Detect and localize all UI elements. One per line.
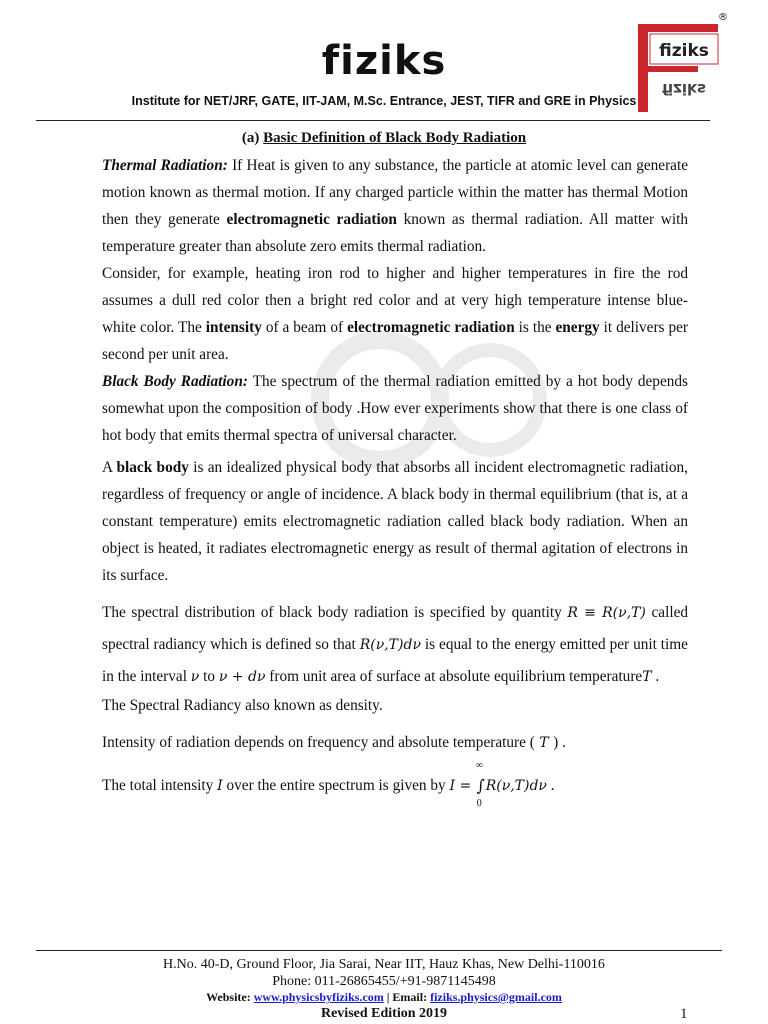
text: over the entire spectrum is given by	[222, 777, 450, 794]
paragraph-black-body	[102, 454, 688, 589]
footer-divider	[36, 950, 722, 951]
website-link[interactable]: www.physicsbyfiziks.com	[253, 990, 384, 1004]
email-label: | Email:	[383, 990, 431, 1004]
text: .	[546, 777, 555, 794]
paragraph-heating-example	[102, 260, 688, 368]
text: from unit area of surface at absolute equilibrium temperature	[265, 668, 643, 685]
paragraph-intensity-dependence	[102, 729, 688, 757]
logo-text-bottom: fiziks	[662, 80, 706, 98]
term-emr: electromagnetic radiation	[347, 319, 515, 336]
math-spectral-radiancy: R ≡ R(ν,T)	[567, 605, 646, 621]
math-integrand: R(ν,T)dν	[485, 778, 547, 794]
brand-name: fiziks	[321, 38, 447, 84]
paragraph-spectral-radiancy	[102, 597, 688, 693]
text: is an idealized physical body that absorbs all incident electromagnetic radiation, regardless of frequency or angle of incidence. A black body in thermal equilibrium (that is, at a constant temperature) emits electromagnetic radiation called black body radiation. When an object is heated, it radiates electromagnetic energy as result of thermal agitation of electrons in its surface.	[102, 459, 688, 584]
text: of a beam of	[261, 319, 348, 336]
math-intensity: I	[217, 778, 223, 794]
logo-text-top: fiziks	[659, 41, 709, 61]
footer-contacts	[0, 990, 768, 1005]
integral-sign: ∫	[476, 776, 485, 796]
text: Intensity of radiation depends on frequency and absolute temperature (	[102, 734, 535, 751]
website-label: Website:	[206, 990, 254, 1004]
term-black-body: black body	[116, 459, 189, 476]
footer-edition: Revised Edition 2019	[320, 1006, 447, 1021]
math-intensity-eq: I =	[449, 778, 476, 794]
text: ) .	[553, 734, 566, 751]
term-black-body-radiation: Black Body Radiation:	[102, 373, 248, 390]
text: .	[651, 668, 660, 685]
header-divider	[36, 120, 710, 121]
email-link[interactable]: fiziks.physics@gmail.com	[430, 990, 562, 1004]
footer-address: H.No. 40-D, Ground Floor, Jia Sarai, Near IIT, Hauz Khas, New Delhi-110016	[163, 957, 605, 972]
math-temperature: T	[534, 735, 554, 751]
registered-mark: ®	[718, 12, 728, 23]
text: If Heat is given to any substance, the particle at atomic level can generate motion known as thermal motion. If any charged particle within the matter has thermal Motion then they generate	[102, 157, 688, 228]
text: it delivers per second per unit area.	[102, 319, 688, 363]
term-emr: electromagnetic radiation	[226, 211, 397, 228]
text: Consider, for example, heating iron rod to higher and higher temperatures in fire the rod assumes a dull red color then a bright red color and at very high temperature intense blue- white color. The	[102, 265, 688, 336]
text: The total intensity	[102, 777, 218, 794]
section-title	[0, 130, 768, 147]
paragraph-black-body-radiation	[102, 368, 688, 449]
text: The spectral distribution of black body radiation is specified by quantity	[102, 604, 568, 621]
integral-upper-limit: ∞	[475, 760, 483, 772]
text: A	[102, 459, 117, 476]
section-label: (a)	[241, 130, 260, 146]
footer-phone: Phone: 011-26865455/+91-9871145498	[272, 974, 496, 989]
text: The spectrum of the thermal radiation emitted by a hot body depends somewhat upon the composition of body .How ever experiments show that there is one class of hot body that emits thermal spectra of universal character.	[102, 373, 688, 444]
text: is equal to the energy emitted per unit time in the interval	[102, 636, 688, 685]
term-thermal-radiation: Thermal Radiation:	[102, 157, 228, 174]
math-temperature: T	[642, 669, 652, 685]
paragraph-thermal-radiation	[102, 152, 688, 260]
paragraph-total-intensity	[102, 760, 688, 810]
paragraph-density-note: The Spectral Radiancy also known as density.	[102, 697, 383, 714]
integral-lower-limit: 0	[476, 798, 482, 810]
text: known as thermal radiation. All matter with temperature greater than absolute zero emits thermal radiation.	[102, 211, 688, 255]
fiziks-logo-icon	[636, 22, 720, 114]
math-radiancy-dnu: R(ν,T)dν	[359, 637, 421, 653]
page-number: 1	[680, 1006, 688, 1022]
text: is the	[514, 319, 556, 336]
integral	[475, 760, 486, 810]
text: called spectral radiancy which is defined so that	[102, 604, 689, 653]
math-nu: ν	[190, 669, 200, 685]
term-intensity: intensity	[205, 319, 262, 336]
term-energy: energy	[555, 319, 600, 336]
math-nu-plus-dnu: ν + dν	[218, 669, 266, 685]
text: to	[199, 668, 219, 685]
tagline: Institute for NET/JRF, GATE, IIT-JAM, M.Sc. Entrance, JEST, TIFR and GRE in Physics	[131, 94, 637, 108]
section-heading: Basic Definition of Black Body Radiation	[263, 130, 527, 146]
